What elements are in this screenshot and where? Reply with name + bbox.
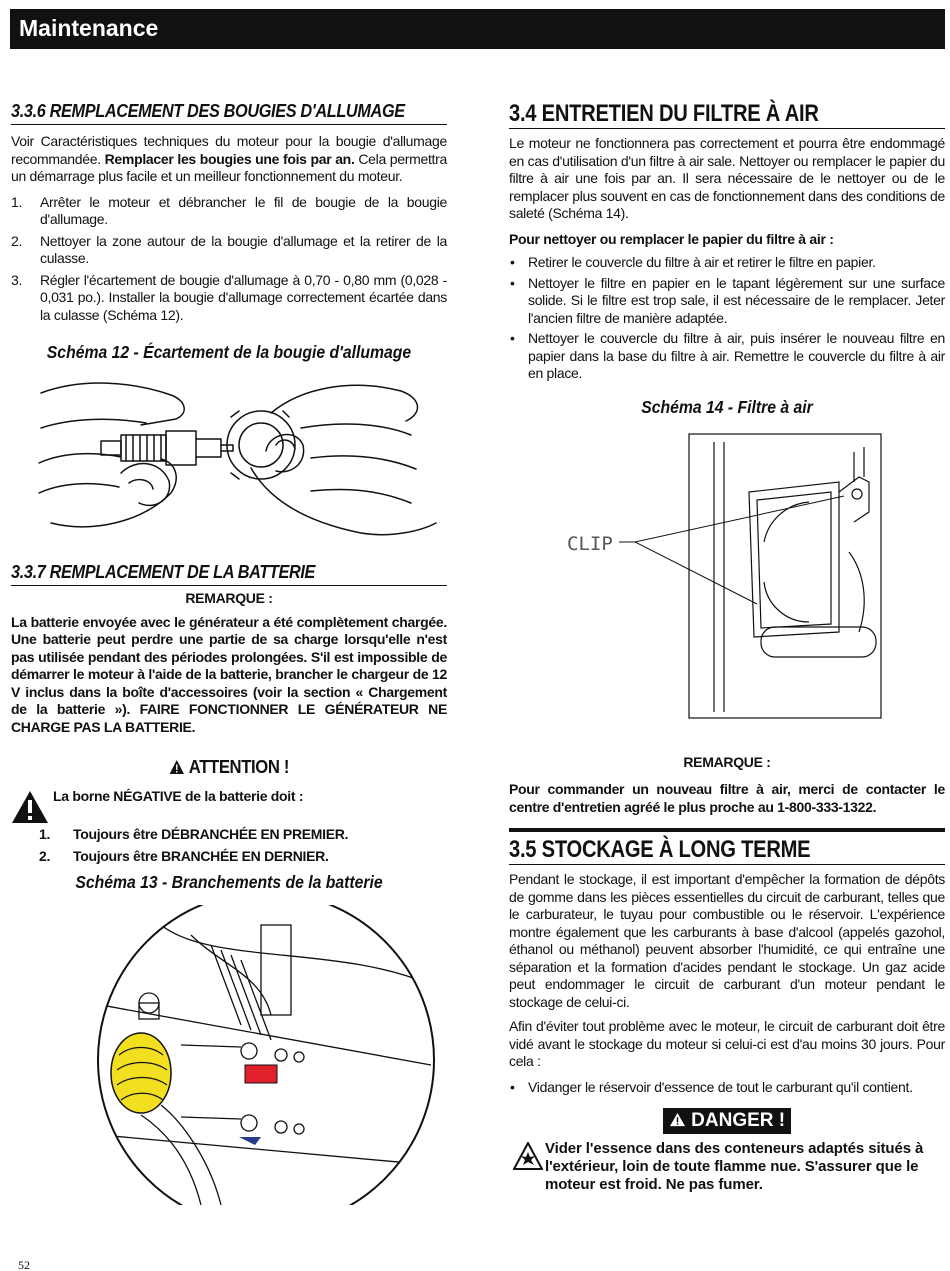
air-filter-bullets [509, 254, 945, 383]
step-text: Régler l'écartement de bougie d'allumage à 0,70 - 0,80 mm (0,028 - 0,031 po.). Installer la bougie d'allumage correctement écartée dans la culasse (Schéma 12). [40, 271, 447, 323]
clip-label: CLIP [567, 532, 613, 555]
list-item: • Retirer le couvercle du filtre à air et retirer le filtre en papier. [509, 254, 945, 272]
step-text: Nettoyer la zone autour de la bougie d'allumage et la retirer de la culasse. [40, 232, 447, 266]
list-item [39, 848, 439, 866]
warning-triangle-large-icon [11, 790, 49, 824]
figure-12-caption: Schéma 12 - Écartement de la bougie d'allumage [46, 342, 412, 362]
attention-heading [33, 756, 425, 778]
heading-3-4: 3.4 ENTRETIEN DU FILTRE À AIR [509, 100, 819, 127]
right-column [509, 100, 945, 1200]
section-rule [509, 828, 945, 832]
storage-bullets [509, 1079, 945, 1097]
intro-bold-text: Remplacer les bougies une fois par an. [104, 150, 355, 167]
list-item [39, 826, 439, 844]
list-item: • Nettoyer le filtre en papier en le tapant légèrement sur une surface solide. Si le filtre est trop sale, il est nécessaire de le remplacer. Jeter l'ancien filtre de manière adaptée. [509, 275, 945, 328]
battery-connections-illustration [11, 905, 447, 1205]
explosion-hazard-icon [513, 1142, 543, 1170]
attention-steps [39, 826, 439, 869]
list-item [11, 272, 447, 325]
danger-heading [509, 1108, 945, 1134]
battery-note: La batterie envoyée avec le générateur a été complètement chargée. Une batterie peut perdre une partie de sa charge lorsqu'elle n'est pas utilisée pendant des périodes prolongées. S'il est impossible de démarrer le moteur à l'aide de la batterie, brancher le chargeur de 12 V inclus dans la boîte d'accessoires (voir la section « Chargement de la batterie »). FAIRE FONCTIONNER LE GÉNÉRATEUR NE CHARGE PAS LA BATTERIE. [11, 613, 447, 735]
step-number: 1. [39, 826, 51, 842]
attention-text: La borne NÉGATIVE de la batterie doit : [53, 788, 304, 804]
step-number: 2. [39, 847, 51, 864]
storage-paragraph-2: Afin d'éviter tout problème avec le moteur, le circuit de carburant doit être vidé avant le stockage du moteur si celui-ci est d'au moins 30 jours. Pour cela : [509, 1018, 945, 1069]
page-number: 52 [18, 1258, 30, 1271]
figure-13-caption: Schéma 13 - Branchements de la batterie [75, 872, 383, 892]
step-text: Toujours être BRANCHÉE EN DERNIER. [73, 847, 329, 864]
air-filter-subhead: Pour nettoyer ou remplacer le papier du filtre à air : [509, 230, 834, 247]
spark-plug-steps [11, 194, 447, 325]
list-item: • Nettoyer le couvercle du filtre à air, puis insérer le nouveau filtre en papier dans la base du filtre à air. Remettre le couvercle du filtre à air en place. [509, 330, 945, 383]
step-number: 3. [11, 271, 23, 288]
note-label: REMARQUE : [185, 590, 273, 606]
air-filter-note: Pour commander un nouveau filtre à air, merci de contacter le centre d'entretien agréé le plus proche au 1-800-333-1322. [509, 781, 945, 815]
danger-block [509, 1140, 945, 1200]
list-item [11, 194, 447, 229]
heading-3-3-7: 3.3.7 REMPLACEMENT DE LA BATTERIE [11, 561, 316, 582]
intro-text: Voir Caractéristiques techniques du moteur pour la bougie d'allumage recommandée. [11, 133, 447, 167]
yellow-fuel-cap-icon [111, 1033, 171, 1113]
spark-plug-gap-illustration [11, 373, 447, 545]
step-number: 1. [11, 193, 23, 210]
heading-rule [11, 585, 447, 586]
step-text: Arrêter le moteur et débrancher le fil de bougie de la bougie d'allumage. [40, 193, 447, 227]
attention-label: ATTENTION ! [188, 756, 290, 777]
note-label: REMARQUE : [683, 753, 771, 770]
page-section-title: Maintenance [19, 15, 159, 41]
figure-14-caption: Schéma 14 - Filtre à air [641, 396, 813, 417]
heading-rule [11, 124, 447, 125]
spark-plug-intro [11, 133, 447, 186]
heading-rule [509, 864, 945, 865]
warning-triangle-icon [169, 759, 185, 775]
header-bar [10, 9, 945, 49]
storage-paragraph-1: Pendant le stockage, il est important d'empêcher la formation de dépôts de gomme dans les pièces essentielles du circuit de carburant, telles que le carburateur, le tuyau pour combustible ou le réservoir. L'expérience montre également que les carburants à base d'alcool (appelés gazohol, éthanol ou méthanol) peuvent absorber l'humidité, ce qui entraîne une séparation et la formation d'acides pendant le stockage. Un gaz acide peut endommager le circuit de carburant d'un moteur pendant le stockage de celui-ci. [509, 871, 945, 1010]
left-column [11, 100, 447, 1205]
air-filter-intro: Le moteur ne fonctionnera pas correctement et pourra être endommagé en cas d'utilisation d'un filtre à air sale. Nettoyer ou remplacer le papier du filtre à air une fois par an. Il sera nécessaire de le nettoyer ou de le remplacer plus souvent en cas de fonctionnement dans des conditions de saleté (Schéma 14). [509, 135, 945, 221]
heading-3-3-6: 3.3.6 REMPLACEMENT DES BOUGIES D'ALLUMAGE [11, 100, 405, 121]
danger-badge [663, 1108, 791, 1134]
step-text: Toujours être DÉBRANCHÉE EN PREMIER. [73, 826, 349, 842]
list-item [11, 233, 447, 268]
step-number: 2. [11, 232, 23, 249]
list-item: • Vidanger le réservoir d'essence de tout le carburant qu'il contient. [509, 1079, 945, 1097]
heading-3-5: 3.5 STOCKAGE À LONG TERME [509, 836, 811, 863]
air-filter-illustration [509, 432, 945, 722]
danger-label: DANGER ! [691, 1110, 786, 1131]
danger-text: Vider l'essence dans des conteneurs adaptés situés à l'extérieur, loin de toute flamme nue. S'assurer que le moteur est froid. Ne pas fumer. [545, 1140, 924, 1193]
heading-rule [509, 128, 945, 129]
attention-block [11, 788, 447, 868]
intro-text-end: Cela permettra un démarrage plus facile et un meilleur fonctionnement du moteur. [11, 150, 447, 184]
warning-triangle-icon [669, 1112, 686, 1127]
